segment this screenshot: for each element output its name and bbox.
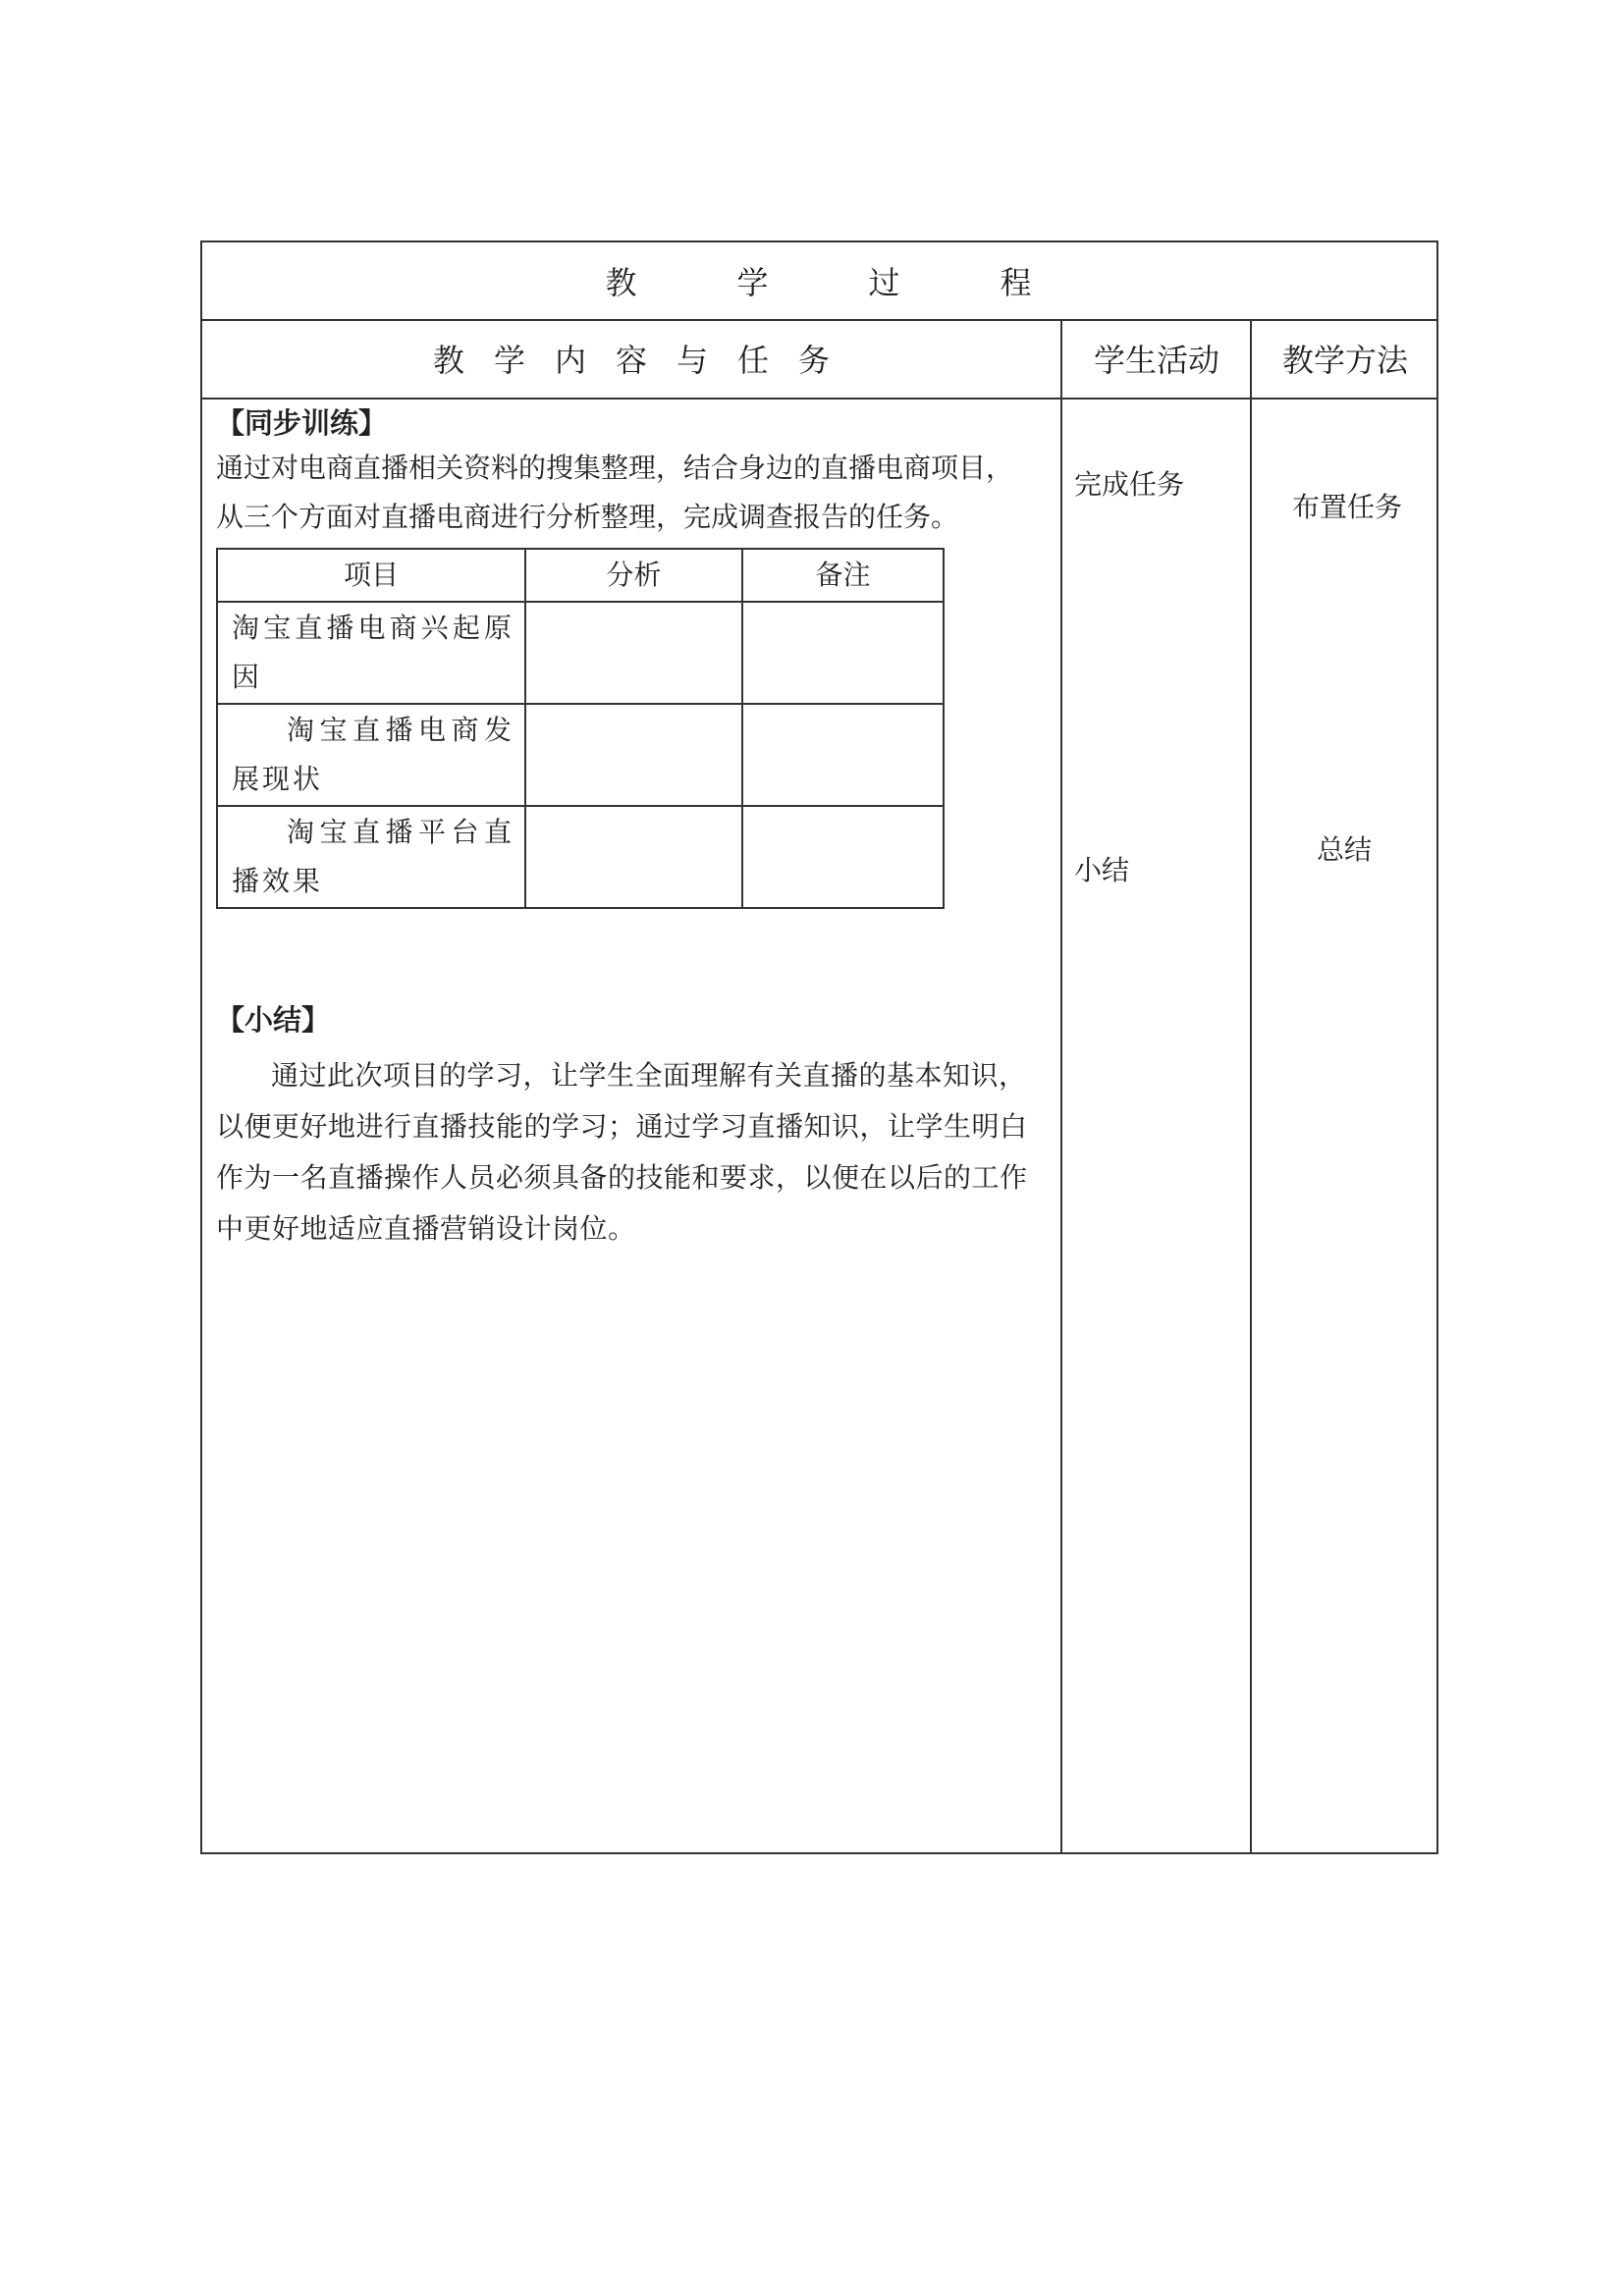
student-activity-summary: 小结 (1074, 854, 1130, 886)
table-cell-analysis (525, 704, 742, 806)
sync-training-line: 从三个方面对直播电商进行分析整理，完成调查报告的任务。 (216, 501, 959, 533)
analysis-table (216, 548, 945, 909)
column-header-content (202, 319, 1060, 398)
table-header-row (217, 549, 944, 602)
table-row (217, 704, 944, 806)
table-row (217, 602, 944, 704)
header-char: 任 (736, 342, 769, 379)
summary-heading: 【小结】 (216, 1003, 331, 1037)
header-char: 容 (615, 342, 647, 379)
table-cell-item: 淘宝直播电商兴起原因 (217, 602, 525, 704)
table-cell-analysis (525, 806, 742, 908)
table-cell-analysis (525, 602, 742, 704)
table-title (202, 242, 1436, 319)
title-char: 学 (736, 264, 771, 301)
table-header-analysis: 分析 (525, 549, 742, 602)
table-row (217, 806, 944, 908)
header-char: 务 (797, 342, 830, 379)
table-cell-note (742, 704, 944, 806)
title-char: 过 (868, 264, 902, 301)
table-cell-item: 淘宝直播平台直播效果 (217, 806, 525, 908)
table-cell-note (742, 602, 944, 704)
teaching-method-task: 布置任务 (1292, 491, 1403, 523)
title-char: 程 (1000, 264, 1034, 301)
teaching-process-table (200, 240, 1438, 1854)
header-char: 学 (493, 342, 525, 379)
content-cell (216, 402, 1051, 1255)
table-header-item: 项目 (217, 549, 525, 602)
header-char: 内 (554, 342, 586, 379)
student-activity-task: 完成任务 (1074, 468, 1185, 501)
column-divider (1250, 319, 1252, 1852)
teaching-method-summary: 总结 (1317, 833, 1373, 866)
header-char: 教 (432, 342, 464, 379)
table-cell-item: 淘宝直播电商发展现状 (217, 704, 525, 806)
summary-body: 通过此次项目的学习，让学生全面理解有关直播的基本知识，以便更好地进行直播技能的学习；通过学习直播知识，让学生明白作为一名直播操作人员必须具备的技能和要求，以便在以后的工作中更好地适应直播营销设计岗位。 (216, 1059, 1028, 1245)
header-char: 与 (676, 342, 708, 379)
column-header-teaching-method: 教学方法 (1281, 342, 1408, 379)
column-header-student-activity: 学生活动 (1093, 342, 1219, 379)
title-char: 教 (605, 264, 639, 301)
sync-training-line: 通过对电商直播相关资料的搜集整理，结合身边的直播电商项目， (216, 452, 1014, 484)
column-divider (1060, 319, 1062, 1852)
table-cell-note (742, 806, 944, 908)
table-header-note: 备注 (742, 549, 944, 602)
sync-training-heading: 【同步训练】 (216, 406, 388, 440)
